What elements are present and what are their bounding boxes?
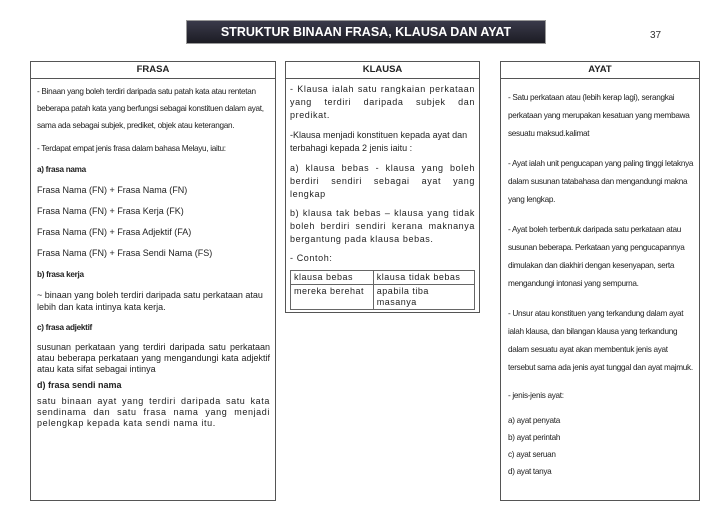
frasa-types-intro: - Terdapat empat jenis frasa dalam bahasa Melayu, iaitu:	[37, 144, 226, 153]
frasa-adjektif-desc: susunan perkataan yang terdiri daripada satu perkataan atau beberapa perkataan yang mengandungi kata adjektif atau kata sifat sebagai intinya	[37, 342, 270, 374]
page-title: STRUKTUR BINAAN FRASA, KLAUSA DAN AYAT	[186, 20, 546, 44]
klausa-bebas-desc: a) klausa bebas - klausa yang boleh berdiri sendiri sebagai ayat yang lengkap	[290, 163, 475, 199]
ayat-type-penyata: a) ayat penyata	[508, 416, 560, 425]
klausa-example-table	[290, 270, 475, 310]
table-cell: klausa bebas	[291, 271, 374, 285]
klausa-contoh-label: - Contoh:	[290, 253, 333, 263]
table-row	[291, 271, 475, 285]
klausa-tak-bebas-desc: b) klausa tak bebas – klausa yang tidak boleh berdiri sendiri kerana maknanya bergantung pada klausa bebas.	[290, 208, 475, 244]
ayat-column	[500, 61, 700, 501]
frasa-nama-heading: a) frasa nama	[37, 165, 86, 174]
ayat-type-perintah: b) ayat perintah	[508, 433, 561, 442]
ayat-definition-2: - Ayat ialah unit pengucapan yang paling tinggi letaknya dalam susunan tatabahasa dan mengandungi makna yang lengkap.	[508, 159, 694, 204]
frasa-sendi-nama-desc: satu binaan ayat yang terdiri daripada satu kata sendinama dan satu frasa nama yang menjadi pelengkap kepada kata sendi nama itu.	[37, 396, 270, 428]
frasa-adjektif-heading: c) frasa adjektif	[37, 323, 92, 332]
frasa-nama-item-4: Frasa Nama (FN) + Frasa Sendi Nama (FS)	[37, 248, 213, 258]
ayat-types-intro: - jenis-jenis ayat:	[508, 391, 564, 400]
klausa-heading: KLAUSA	[286, 62, 479, 79]
frasa-intro: - Binaan yang boleh terdiri daripada satu patah kata atau rentetan beberapa patah kata yang berfungsi sebagai konstituen dalam ayat, sama ada sebagai subjek, prediket, objek atau keterangan.	[37, 87, 264, 130]
frasa-nama-item-1: Frasa Nama (FN) + Frasa Nama (FN)	[37, 185, 188, 195]
table-cell: klausa tidak bebas	[373, 271, 474, 285]
klausa-definition: - Klausa ialah satu rangkaian perkataan yang terdiri daripada subjek dan predikat.	[290, 84, 475, 120]
klausa-types-intro: -Klausa menjadi konstituen kepada ayat dan terbahagi kepada 2 jenis iaitu :	[290, 130, 468, 153]
frasa-kerja-heading: b) frasa kerja	[37, 270, 84, 279]
ayat-definition-1: - Satu perkataan atau (lebih kerap lagi), serangkai perkataan yang merupakan kesatuan yang membawa sesuatu maksud.kalimat	[508, 93, 690, 138]
frasa-nama-item-2: Frasa Nama (FN) + Frasa Kerja (FK)	[37, 206, 184, 216]
frasa-heading: FRASA	[31, 62, 275, 79]
klausa-column	[285, 61, 480, 313]
ayat-heading: AYAT	[501, 62, 699, 79]
table-cell: apabila tiba masanya	[373, 285, 474, 310]
ayat-type-seruan: c) ayat seruan	[508, 450, 556, 459]
table-row	[291, 285, 475, 310]
table-cell: mereka berehat	[291, 285, 374, 310]
ayat-konstituen: - Unsur atau konstituen yang terkandung dalam ayat ialah klausa, dan bilangan klausa yang terkandung dalam sesuatu ayat akan membentuk jenis ayat tersebut sama ada jenis ayat tunggal dan ayat majmuk.	[508, 309, 693, 372]
frasa-nama-item-3: Frasa Nama (FN) + Frasa Adjektif (FA)	[37, 227, 192, 237]
frasa-column	[30, 61, 276, 501]
frasa-kerja-desc: ~ binaan yang boleh terdiri daripada satu perkataan atau lebih dan kata intinya kata kerja.	[37, 290, 263, 312]
frasa-sendi-nama-heading: d) frasa sendi nama	[37, 380, 122, 390]
ayat-definition-3: - Ayat boleh terbentuk daripada satu perkataan atau susunan beberapa. Perkataan yang pengucapannya dimulakan dan diakhiri dengan kesenyapan, serta mengandungi intonasi yang sempurna.	[508, 225, 685, 288]
ayat-type-tanya: d) ayat tanya	[508, 467, 552, 476]
page-number: 37	[650, 30, 662, 41]
